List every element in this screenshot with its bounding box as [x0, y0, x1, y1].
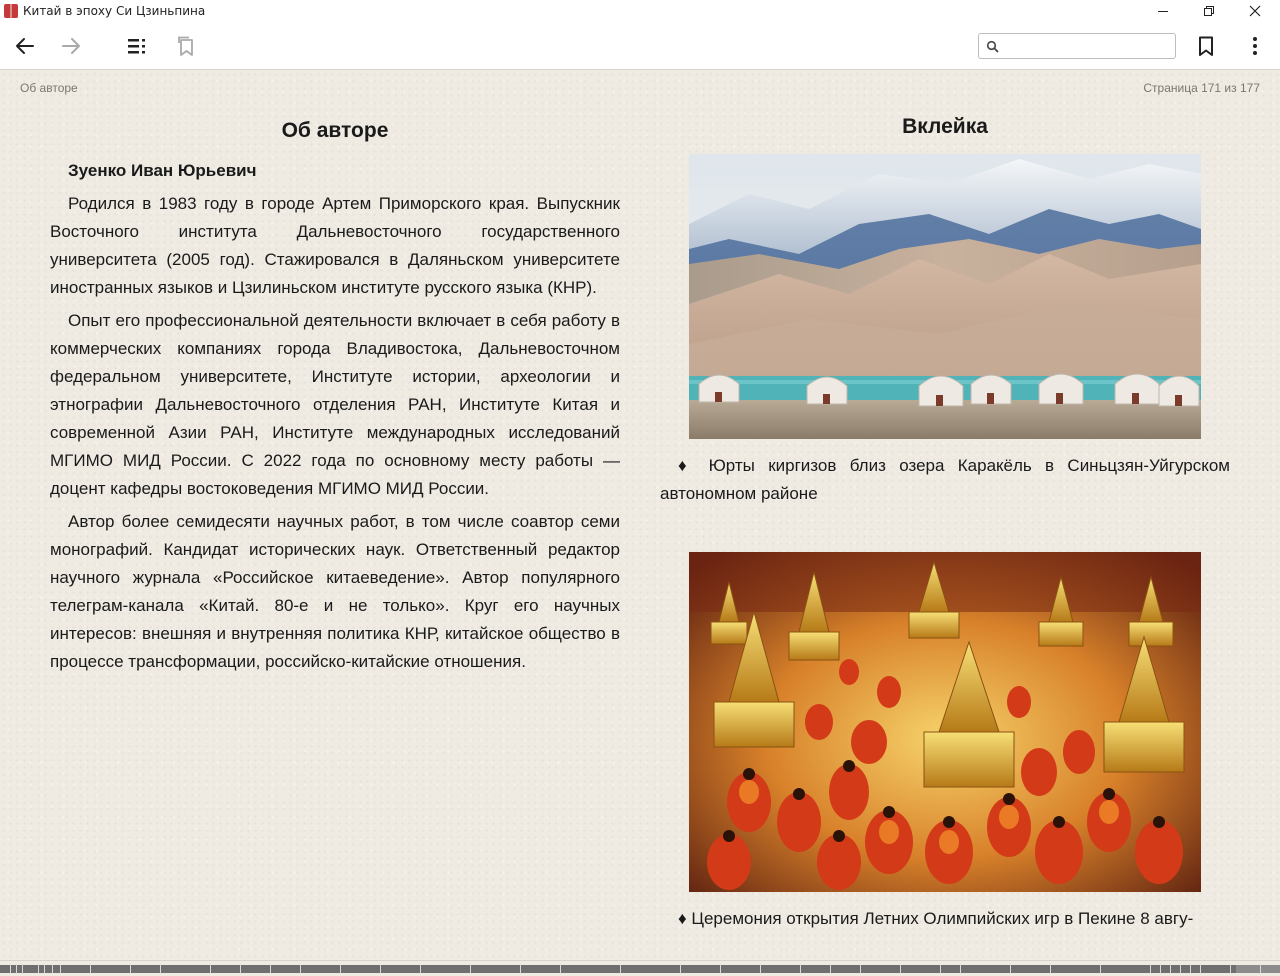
chapter-tick	[10, 964, 11, 974]
back-button[interactable]	[10, 32, 38, 60]
more-menu-button[interactable]	[1241, 32, 1269, 60]
minimize-icon	[1157, 5, 1169, 17]
chapter-tick	[620, 964, 621, 974]
bookmarks-list-button[interactable]	[172, 32, 200, 60]
chapter-tick	[380, 964, 381, 974]
chapter-tick	[1010, 964, 1011, 974]
chapter-title: Об авторе	[281, 119, 389, 142]
chapter-tick	[940, 964, 941, 974]
chapter-tick	[22, 964, 23, 974]
search-field[interactable]	[978, 33, 1176, 59]
chapter-tick	[210, 964, 211, 974]
chapter-tick	[16, 964, 17, 974]
running-header: Об авторе	[20, 81, 78, 95]
restore-button[interactable]	[1186, 0, 1232, 22]
paragraph: Автор более семидесяти научных работ, в том числе соавтор семи монографий. Кандидат исторических наук. Ответственный редактор научного журнала «Российское китаеведение». Автор популярного телеграм-канала «Китай. 80-е и не только». Круг его научных интересов: внешняя и внутренняя политика КНР, китайское общество в процессе трансформации, российско-китайские отношения.	[50, 512, 620, 671]
chapter-tick	[860, 964, 861, 974]
chapter-tick	[300, 964, 301, 974]
inset-title: Вклейка	[902, 115, 988, 138]
title-bar	[0, 0, 1280, 22]
chapter-tick	[1260, 964, 1261, 974]
chapter-tick	[1050, 964, 1051, 974]
chapter-tick	[130, 964, 131, 974]
paragraph: Опыт его профессиональной деятельности включает в себя работу в коммерческих компаниях города Владивостока, Дальневосточном федеральном университете, Институте истории, археологии и этнографии Дальневосточного отделения РАН, Институте Китая и современной Азии РАН, Институте международных исследований МГИМО МИД России. С 2022 года по основному месту работы — доцент кафедры востоковедения МГИМО МИД России.	[50, 311, 620, 498]
chapter-tick	[420, 964, 421, 974]
photo-caption: ♦ Юрты киргизов близ озера Каракёль в Синьцзян-Уйгурском автономном районе	[660, 456, 1230, 503]
chapter-tick	[760, 964, 761, 974]
chapter-tick	[60, 964, 61, 974]
chapter-tick	[520, 964, 521, 974]
bookmark-icon	[1195, 35, 1217, 57]
reader-toolbar	[0, 22, 1280, 70]
chapter-tick	[560, 964, 561, 974]
chapter-tick	[1200, 964, 1201, 974]
table-of-contents-button[interactable]	[123, 32, 151, 60]
chapter-tick	[830, 964, 831, 974]
book-page[interactable]	[0, 71, 1280, 960]
chapter-tick	[720, 964, 721, 974]
chapter-tick	[52, 964, 53, 974]
chapter-tick	[240, 964, 241, 974]
photo-caption: ♦ Церемония открытия Летних Олимпийских игр в Пекине 8 авгу-	[678, 909, 1194, 928]
reading-progress-bar[interactable]	[0, 960, 1280, 976]
chapter-tick	[1160, 964, 1161, 974]
arrow-left-icon	[13, 35, 35, 57]
right-column	[660, 113, 1230, 928]
chapter-tick	[1170, 964, 1171, 974]
close-button[interactable]	[1232, 0, 1278, 22]
add-bookmark-button[interactable]	[1192, 32, 1220, 60]
search-input[interactable]	[1005, 36, 1171, 56]
chapter-tick	[800, 964, 801, 974]
list-icon	[126, 35, 148, 57]
chapter-tick	[1190, 964, 1191, 974]
book-app-icon	[4, 4, 18, 18]
chapter-tick	[1150, 964, 1151, 974]
yurts-lake-photo	[689, 154, 1201, 439]
chapter-tick	[160, 964, 161, 974]
chapter-tick	[1180, 964, 1181, 974]
chapter-tick	[1230, 964, 1231, 974]
chapter-tick	[38, 964, 39, 974]
olympic-ceremony-photo	[689, 552, 1201, 892]
chapter-tick	[44, 964, 45, 974]
window-title: Китай в эпоху Си Цзиньпина	[23, 4, 206, 18]
chapter-tick	[270, 964, 271, 974]
bookmarks-icon	[175, 35, 197, 57]
chapter-tick	[1100, 964, 1101, 974]
author-name: Зуенко Иван Юрьевич	[68, 161, 257, 180]
chapter-tick	[90, 964, 91, 974]
chapter-tick	[960, 964, 961, 974]
chapter-tick	[470, 964, 471, 974]
search-icon	[986, 40, 1000, 54]
more-vertical-icon	[1244, 35, 1266, 57]
left-column	[50, 117, 620, 676]
chapter-tick	[340, 964, 341, 974]
forward-button[interactable]	[58, 32, 86, 60]
page-counter: Страница 171 из 177	[1143, 81, 1260, 95]
chapter-tick	[900, 964, 901, 974]
arrow-right-icon	[61, 35, 83, 57]
chapter-tick	[680, 964, 681, 974]
paragraph: Родился в 1983 году в городе Артем Приморского края. Выпускник Восточного института Дальневосточного государственного университета (2005 год). Стажировался в Даляньском университете иностранных языков и Цзилиньском институте русского языка (КНР).	[50, 194, 620, 297]
close-icon	[1249, 5, 1261, 17]
minimize-button[interactable]	[1140, 0, 1186, 22]
restore-icon	[1203, 5, 1215, 17]
